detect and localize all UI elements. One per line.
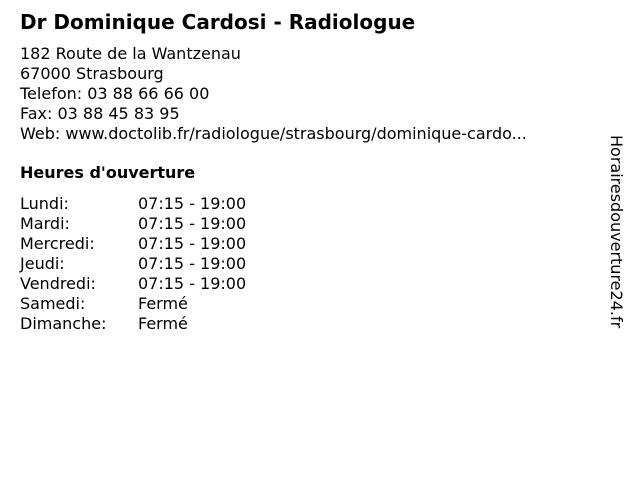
hours-row-thursday: [20, 254, 246, 274]
day-label: Dimanche:: [20, 314, 107, 333]
opening-hours-table: [20, 194, 246, 334]
time-value: 07:15 - 19:00: [138, 274, 247, 293]
day-label: Mercredi:: [20, 234, 95, 253]
time-value: 07:15 - 19:00: [138, 234, 247, 253]
day-label: Vendredi:: [20, 274, 96, 293]
address-street: 182 Route de la Wantzenau: [20, 44, 241, 63]
fax-number: Fax: 03 88 45 83 95: [20, 104, 180, 123]
phone-number: Telefon: 03 88 66 66 00: [20, 84, 210, 103]
hours-row-saturday: [20, 294, 246, 314]
day-label: Jeudi:: [20, 254, 65, 273]
hours-row-tuesday: [20, 214, 246, 234]
time-value: 07:15 - 19:00: [138, 214, 247, 233]
address-city: 67000 Strasbourg: [20, 64, 164, 83]
hours-row-friday: [20, 274, 246, 294]
business-info: [20, 44, 527, 144]
business-name: Dr Dominique Cardosi - Radiologue: [20, 10, 416, 34]
time-value: Fermé: [138, 294, 188, 313]
day-label: Samedi:: [20, 294, 86, 313]
day-label: Lundi:: [20, 194, 69, 213]
hours-row-wednesday: [20, 234, 246, 254]
time-value: 07:15 - 19:00: [138, 254, 247, 273]
day-label: Mardi:: [20, 214, 70, 233]
opening-hours-heading: Heures d'ouverture: [20, 163, 196, 182]
time-value: Fermé: [138, 314, 188, 333]
hours-row-sunday: [20, 314, 246, 334]
time-value: 07:15 - 19:00: [138, 194, 247, 213]
website-link[interactable]: Web: www.doctolib.fr/radiologue/strasbourg/dominique-cardo...: [20, 124, 527, 143]
site-watermark: Horairesdouverture24.fr: [607, 135, 626, 329]
hours-row-monday: [20, 194, 246, 214]
